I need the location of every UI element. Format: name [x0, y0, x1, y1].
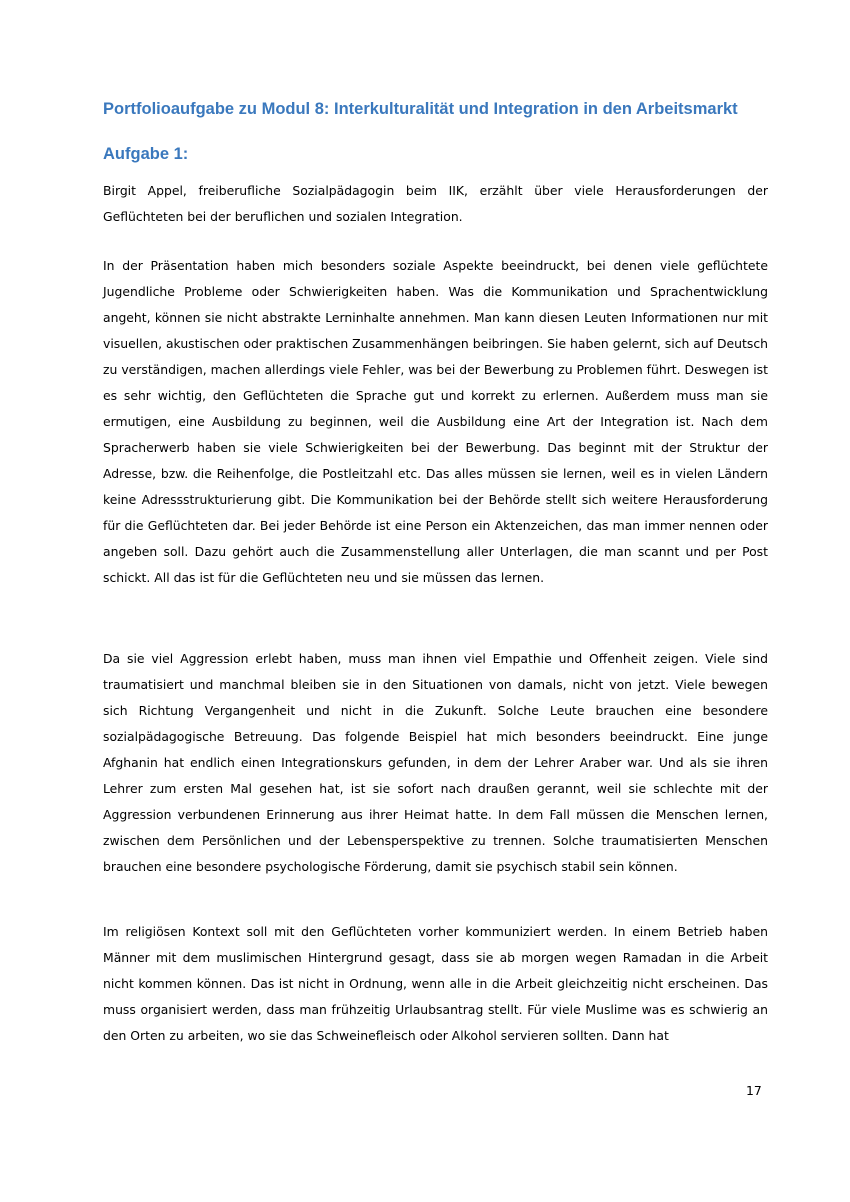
page-number: 17 — [746, 1083, 762, 1098]
document-title: Portfolioaufgabe zu Modul 8: Interkulturalität und Integration in den Arbeitsmarkt — [103, 100, 738, 118]
paragraph-religious-context: Im religiösen Kontext soll mit den Geflüchteten vorher kommuniziert werden. In einem Betrieb haben Männer mit dem muslimischen Hintergrund gesagt, dass sie ab morgen wegen Ramadan in die Arbeit nicht kommen können. Das ist nicht in Ordnung, wenn alle in die Arbeit gleichzeitig nicht erscheinen. Das muss organisiert werden, dass man frühzeitig Urlaubsantrag stellt. Für viele Muslime was es schwierig an den Orten zu arbeiten, wo sie das Schweinefleisch oder Alkohol servieren sollten. Dann hat — [103, 924, 768, 1043]
paragraph-intro: Birgit Appel, freiberufliche Sozialpädagogin beim IIK, erzählt über viele Herausforderungen der Geflüchteten bei der beruflichen und sozialen Integration. — [103, 183, 768, 224]
paragraph-social-aspects: In der Präsentation haben mich besonders soziale Aspekte beeindruckt, bei denen viele geflüchtete Jugendliche Probleme oder Schwierigkeiten haben. Was die Kommunikation und Sprachentwicklung angeht, können sie nicht abstrakte Lerninhalte annehmen. Man kann diesen Leuten Informationen nur mit visuellen, akustischen oder praktischen Zusammenhängen beibringen. Sie haben gelernt, sich auf Deutsch zu verständigen, machen allerdings viele Fehler, was bei der Bewerbung zu Problemen führt. Deswegen ist es sehr wichtig, den Geflüchteten die Sprache gut und korrekt zu erlernen. Außerdem muss man sie ermutigen, eine Ausbildung zu beginnen, weil die Ausbildung eine Art der Integration ist. Nach dem Spracherwerb haben sie viele Schwierigkeiten bei der Bewerbung. Das beginnt mit der Struktur der Adresse, bzw. die Reihenfolge, die Postleitzahl etc. Das alles müssen sie lernen, weil es in vielen Ländern keine Adressstrukturierung gibt. Die Kommunikation bei der Behörde stellt sich weitere Herausforderung für die Geflüchteten dar. Bei jeder Behörde ist eine Person ein Aktenzeichen, das man immer nennen oder angeben soll. Dazu gehört auch die Zusammenstellung aller Unterlagen, die man scannt und per Post schickt. All das ist für die Geflüchteten neu und sie müssen das lernen. — [103, 258, 768, 585]
section-heading: Aufgabe 1: — [103, 145, 189, 163]
paragraph-trauma: Da sie viel Aggression erlebt haben, muss man ihnen viel Empathie und Offenheit zeigen. Viele sind traumatisiert und manchmal bleiben sie in den Situationen von damals, nicht von jetzt. Viele bewegen sich Richtung Vergangenheit und nicht in die Zukunft. Solche Leute brauchen eine besondere sozialpädagogische Betreuung. Das folgende Beispiel hat mich besonders beeindruckt. Eine junge Afghanin hat endlich einen Integrationskurs gefunden, in dem der Lehrer Araber war. Und als sie ihren Lehrer zum ersten Mal gesehen hat, ist sie sofort nach draußen gerannt, weil sie schlechte mit der Aggression verbundenen Erinnerung aus ihrer Heimat hatte. In dem Fall müssen die Menschen lernen, zwischen dem Persönlichen und der Lebensperspektive zu trennen. Solche traumatisierten Menschen brauchen eine besondere psychologische Förderung, damit sie psychisch stabil sein können. — [103, 651, 768, 874]
